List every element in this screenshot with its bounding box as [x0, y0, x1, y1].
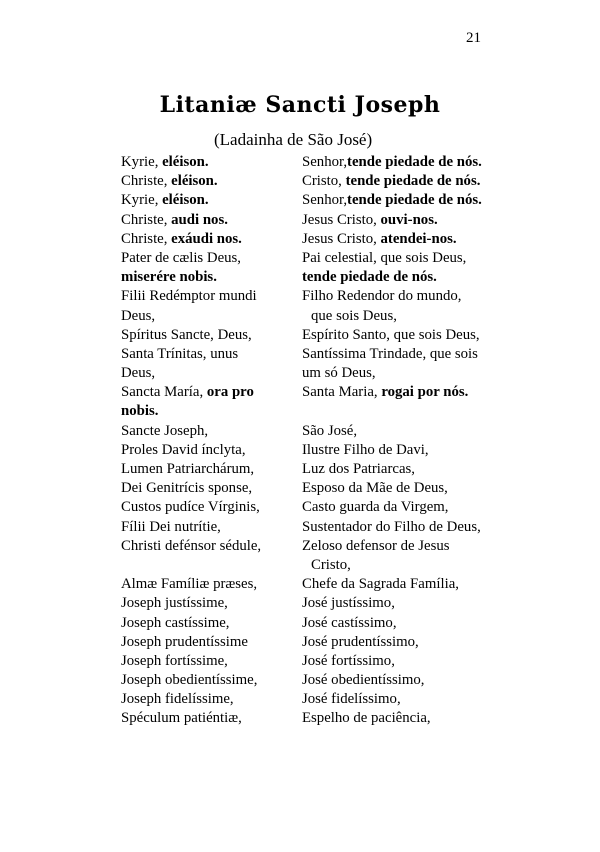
portuguese-line — [302, 709, 507, 728]
line-text: Deus, — [121, 365, 156, 382]
portuguese-line — [302, 268, 507, 287]
line-text: Pater de cælis Deus, — [121, 249, 241, 266]
portuguese-line — [302, 345, 507, 364]
latin-line — [121, 383, 299, 402]
line-response: tende piedade de nós. — [347, 154, 482, 170]
latin-line — [121, 230, 299, 249]
portuguese-line — [302, 537, 507, 556]
portuguese-line — [302, 614, 507, 633]
line-text: Jesus Cristo, — [302, 230, 381, 247]
line-text: Chefe da Sagrada Família, — [302, 576, 459, 593]
line-text: Ilustre Filho de Davi, — [302, 441, 429, 458]
latin-line — [121, 479, 299, 498]
latin-line — [121, 345, 299, 364]
latin-line — [121, 498, 299, 517]
line-text: Custos pudíce Vírginis, — [121, 499, 260, 516]
latin-line — [121, 575, 299, 594]
line-text: Christe, — [121, 173, 172, 190]
line-response: tende piedade de nós. — [302, 269, 437, 286]
portuguese-line — [302, 402, 507, 421]
portuguese-line — [302, 460, 507, 479]
line-text: José fortíssimo, — [302, 652, 395, 669]
line-text: Kyrie, — [121, 154, 163, 170]
portuguese-line — [302, 326, 507, 345]
line-text: Casto guarda da Virgem, — [302, 499, 449, 516]
portuguese-line — [302, 249, 507, 268]
latin-line — [121, 402, 299, 421]
portuguese-line — [302, 364, 507, 383]
portuguese-line — [302, 518, 507, 537]
line-text: Christe, — [121, 211, 172, 228]
line-response: eléison. — [162, 192, 209, 209]
line-text: José obedientíssimo, — [302, 672, 425, 689]
latin-line — [121, 307, 299, 326]
line-text: Kyrie, — [121, 192, 163, 209]
latin-line — [121, 690, 299, 709]
page-number: 21 — [466, 30, 481, 46]
line-response: eléison. — [162, 154, 209, 170]
line-response: nobis. — [121, 403, 159, 420]
portuguese-line — [302, 441, 507, 460]
line-text: São José, — [302, 422, 358, 439]
line-text: Espírito Santo, que sois Deus, — [302, 326, 480, 343]
latin-line — [121, 441, 299, 460]
line-text: um só Deus, — [302, 365, 376, 382]
portuguese-line — [302, 211, 507, 230]
latin-line — [121, 633, 299, 652]
latin-line — [121, 537, 299, 556]
line-text: Joseph prudentíssime — [121, 633, 248, 650]
line-text: Proles David ínclyta, — [121, 441, 246, 458]
line-response: exáudi nos. — [171, 230, 242, 247]
line-text: Santa Trínitas, unus — [121, 345, 239, 362]
line-text: Spéculum patiéntiæ, — [121, 710, 242, 727]
latin-line — [121, 364, 299, 383]
line-text: José prudentíssimo, — [302, 633, 419, 650]
portuguese-line — [302, 153, 507, 172]
latin-line — [121, 422, 299, 441]
latin-column — [121, 153, 299, 729]
latin-line — [121, 211, 299, 230]
portuguese-line — [302, 191, 507, 210]
line-text: Cristo, — [311, 556, 351, 573]
line-response: miserére nobis. — [121, 269, 217, 286]
latin-line — [121, 153, 299, 172]
line-text: Cristo, — [302, 173, 346, 190]
portuguese-line — [302, 287, 507, 306]
latin-line — [121, 191, 299, 210]
line-text: Santa Maria, — [302, 384, 382, 401]
portuguese-line — [302, 230, 507, 249]
latin-line — [121, 709, 299, 728]
line-response: tende piedade de nós. — [347, 192, 482, 209]
line-text: Sustentador do Filho de Deus, — [302, 518, 481, 535]
line-response: tende piedade de nós. — [345, 173, 481, 190]
line-response: ora pro — [206, 384, 254, 401]
line-text: Luz dos Patriarcas, — [302, 461, 415, 477]
line-text: Joseph justíssime, — [121, 595, 228, 612]
portuguese-line — [302, 633, 507, 652]
latin-line — [121, 652, 299, 671]
line-text: Senhor, — [302, 192, 348, 209]
line-response: rogai por nós. — [381, 384, 469, 401]
line-text: Joseph fortíssime, — [121, 652, 228, 669]
line-response: atendei-nos. — [380, 230, 457, 247]
line-text: Joseph fidelíssime, — [121, 691, 234, 708]
line-text: José castíssimo, — [302, 614, 397, 631]
latin-line — [121, 172, 299, 191]
line-text: Almæ Famíliæ præses, — [121, 576, 258, 593]
line-text: Zeloso defensor de Jesus — [302, 537, 450, 554]
line-text: Senhor, — [302, 154, 348, 170]
portuguese-line — [302, 422, 507, 441]
line-response: ouvi-nos. — [380, 211, 438, 228]
line-text: Filho Redendor do mundo, — [302, 288, 462, 305]
line-text: José fidelíssimo, — [302, 691, 401, 708]
latin-line — [121, 326, 299, 345]
portuguese-line — [302, 690, 507, 709]
line-text: Christe, — [121, 230, 172, 247]
portuguese-line — [302, 575, 507, 594]
line-text: Jesus Cristo, — [302, 211, 381, 228]
portuguese-line — [302, 172, 507, 191]
latin-line — [121, 594, 299, 613]
line-text: Spíritus Sancte, Deus, — [121, 326, 252, 343]
portuguese-line — [302, 479, 507, 498]
line-text: Sancta María, — [121, 384, 207, 401]
line-text: Joseph castíssime, — [121, 614, 230, 631]
portuguese-column — [302, 153, 507, 729]
page-title: Litaniæ Sancti Joseph — [159, 92, 441, 118]
portuguese-line — [302, 671, 507, 690]
line-text: Lumen Patriarchárum, — [121, 461, 255, 477]
line-text: Esposo da Mãe de Deus, — [302, 480, 448, 497]
latin-line — [121, 249, 299, 268]
portuguese-line — [302, 383, 507, 402]
latin-line — [121, 556, 299, 575]
line-response: audi nos. — [171, 211, 228, 228]
latin-line — [121, 518, 299, 537]
line-text: Santíssima Trindade, que sois — [302, 345, 478, 362]
portuguese-line — [302, 556, 507, 575]
portuguese-line — [302, 594, 507, 613]
latin-line — [121, 460, 299, 479]
portuguese-line — [302, 498, 507, 517]
line-text: Joseph obedientíssime, — [121, 672, 258, 689]
portuguese-line — [302, 307, 507, 326]
line-response: eléison. — [171, 173, 218, 190]
line-text: que sois Deus, — [311, 307, 397, 324]
line-text: Pai celestial, que sois Deus, — [302, 249, 467, 266]
latin-line — [121, 614, 299, 633]
line-text: Filii Redémptor mundi — [121, 288, 257, 305]
line-text: Christi defénsor sédule, — [121, 537, 262, 554]
line-text: Fílii Dei nutrítie, — [121, 518, 221, 535]
line-text: José justíssimo, — [302, 595, 395, 612]
latin-line — [121, 268, 299, 287]
latin-line — [121, 287, 299, 306]
portuguese-line — [302, 652, 507, 671]
line-text: Sancte Joseph, — [121, 422, 209, 439]
line-text: Espelho de paciência, — [302, 710, 431, 727]
latin-line — [121, 671, 299, 690]
line-text: Dei Genitrícis sponse, — [121, 480, 253, 497]
line-text: Deus, — [121, 307, 156, 324]
page-subtitle: (Ladainha de São José) — [214, 130, 373, 149]
